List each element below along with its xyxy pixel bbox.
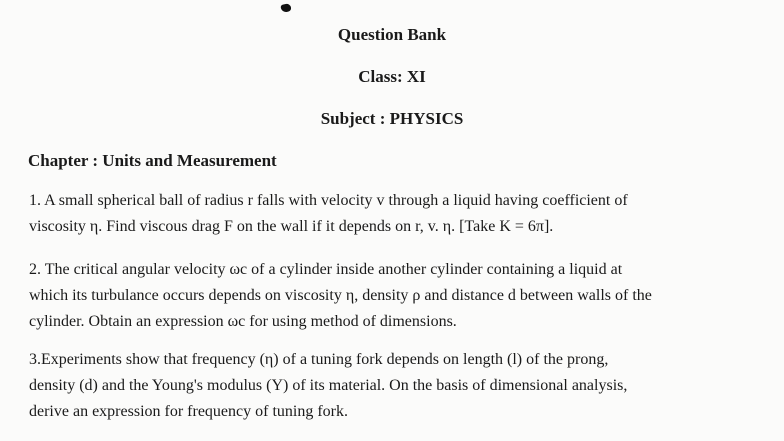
ink-mark bbox=[280, 3, 291, 13]
class-heading: Class: XI bbox=[358, 67, 426, 86]
question-line: cylinder. Obtain an expression ωc for using method of dimensions. bbox=[29, 313, 457, 330]
question-1 bbox=[29, 188, 769, 240]
question-line: derive an expression for frequency of tuning fork. bbox=[29, 403, 348, 420]
question-line: 3.Experiments show that frequency (η) of a tuning fork depends on length (l) of the prong, bbox=[29, 351, 609, 368]
question-line: viscosity η. Find viscous drag F on the wall if it depends on r, v. η. [Take K = 6π]. bbox=[29, 218, 554, 235]
question-line: 1. A small spherical ball of radius r falls with velocity v through a liquid having coefficient of bbox=[29, 192, 628, 209]
question-line: 2. The critical angular velocity ωc of a cylinder inside another cylinder containing a liquid at bbox=[29, 261, 623, 278]
question-2 bbox=[29, 257, 769, 335]
page-title: Question Bank bbox=[337, 25, 447, 44]
question-3 bbox=[29, 347, 769, 425]
question-line: density (d) and the Young's modulus (Y) of its material. On the basis of dimensional analysis, bbox=[29, 377, 628, 394]
subject-heading: Subject : PHYSICS bbox=[320, 109, 464, 128]
question-line: which its turbulance occurs depends on viscosity η, density ρ and distance d between walls of the bbox=[29, 287, 652, 304]
chapter-heading: Chapter : Units and Measurement bbox=[28, 151, 277, 170]
